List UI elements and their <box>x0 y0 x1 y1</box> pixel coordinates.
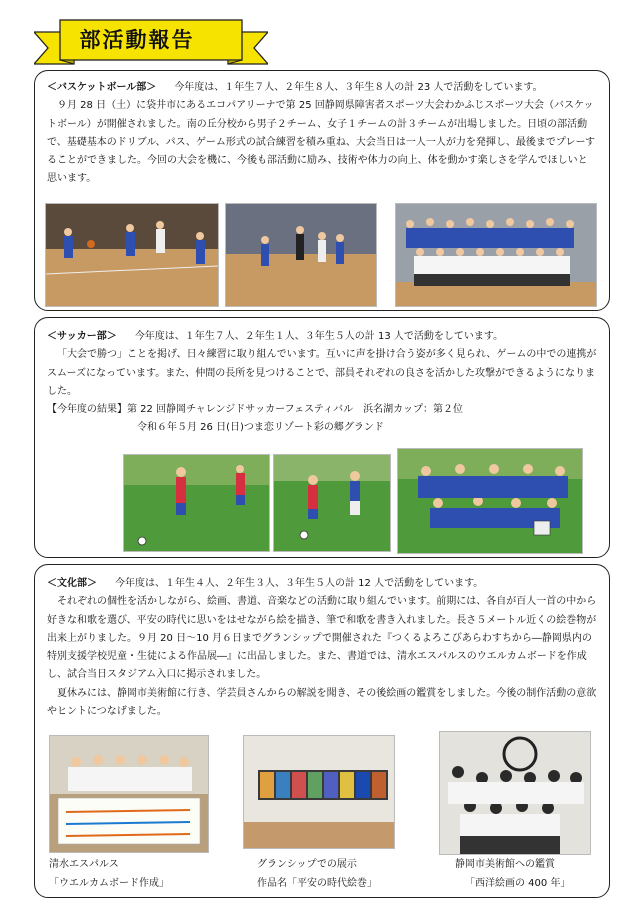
result-text: 第 22 回静岡チャレンジドサッカーフェスティバル 浜名湖カップ：第２位 <box>127 404 463 416</box>
section-body-2: 夏休みには、静岡市美術館に行き、学芸員さんからの解説を聞き、その後絵画の鑑賞をしました。今後の制作活動の意欲やヒントにつなげました。 <box>47 687 597 718</box>
soccer-team-photo <box>397 448 583 554</box>
section-body: それぞれの個性を活かしながら、絵画、書道、音楽などの活動に取り組んでいます。前期には、各自が百人一首の中から好きな和歌を選び、平安の時代に思いをはせながら絵を描き、筆で和歌を書き入れました。長さ５メートル近くの絵巻物が出来上がりました。９月 20 日～10 月６日までグランシップで開催された『つくるよろこびあらわすちから―静岡県内の特別支援学校児童・生徒による作品展―』に出品しました。また、書道では、清水エスパルスのウエルカムボードを作成し、試合当日スタジアム入口に掲示されました。 <box>47 596 597 681</box>
result-date: 令和６年５月 26 日(日)つま恋リゾート彩の郷グランド <box>137 422 384 434</box>
result-label: 【今年度の結果】 <box>47 404 127 416</box>
caption-museum <box>455 855 570 893</box>
section-intro: 今年度は、１年生７人、２年生８人、３年生８人の計 23 人で活動をしています。 <box>174 82 543 93</box>
caption-line: グランシップでの展示 <box>257 859 357 870</box>
culture-photo-welcome-board <box>49 735 209 853</box>
soccer-text <box>47 328 597 438</box>
section-intro: 今年度は、１年生４人、２年生３人、３年生５人の計 12 人で活動をしています。 <box>115 578 484 589</box>
culture-photo-museum <box>439 731 591 855</box>
section-body: ９月 28 日（土）に袋井市にあるエコパアリーナで第 25 回静岡県障害者スポーツ大会わかふじスポーツ大会（バスケットボール）が開催されました。南の丘分校から男子２チーム、女子１チームの計３チームが出場しました。日頃の部活動で、基礎基本のドリブル、パス、ゲーム形式の試合練習を積み重ね、大会当日は一人一人が力を発揮し、最後までプレーすることができました。今回の大会を機に、今後も部活動に励み、技術や体力の向上、体を動かす楽しさを学んでほしいと思います。 <box>47 100 595 185</box>
caption-line: 静岡市美術館への鑑賞 <box>455 859 555 870</box>
caption-line: 清水エスパルス <box>49 859 119 870</box>
culture-photo-scroll-exhibit <box>243 735 395 849</box>
basketball-section <box>34 70 610 311</box>
basketball-photo-1 <box>45 203 219 307</box>
caption-line: 「西洋絵画の 400 年」 <box>465 878 571 889</box>
section-heading: ＜サッカー部＞ <box>47 331 117 342</box>
soccer-section <box>34 317 610 558</box>
caption-welcome-board <box>49 855 169 893</box>
caption-scroll-exhibit <box>257 855 377 893</box>
section-heading: ＜文化部＞ <box>47 578 97 589</box>
basketball-photo-2 <box>225 203 377 307</box>
caption-line: 「ウエルカムボード作成」 <box>49 878 169 889</box>
caption-line: 作品名「平安の時代絵巻」 <box>257 878 377 889</box>
culture-text <box>47 575 597 721</box>
soccer-photo-1 <box>123 454 270 552</box>
basketball-text <box>47 79 597 189</box>
soccer-photo-2 <box>273 454 391 552</box>
page-title: 部活動報告 <box>79 28 195 52</box>
culture-section <box>34 564 610 898</box>
result-line <box>47 401 597 419</box>
basketball-team-photo <box>395 203 597 307</box>
section-intro: 今年度は、１年生７人、２年生１人、３年生５人の計 13 人で活動をしています。 <box>134 331 504 342</box>
section-body: 「大会で勝つ」ことを掲げ、日々練習に取り組んでいます。互いに声を掛け合う姿が多く見られ、ゲームの中での連携がスムーズになっています。また、仲間の長所を見つけることで、部員それぞれの良さを活かした攻撃ができるようになりました。 <box>47 349 597 397</box>
section-heading: ＜バスケットボール部＞ <box>47 82 157 93</box>
